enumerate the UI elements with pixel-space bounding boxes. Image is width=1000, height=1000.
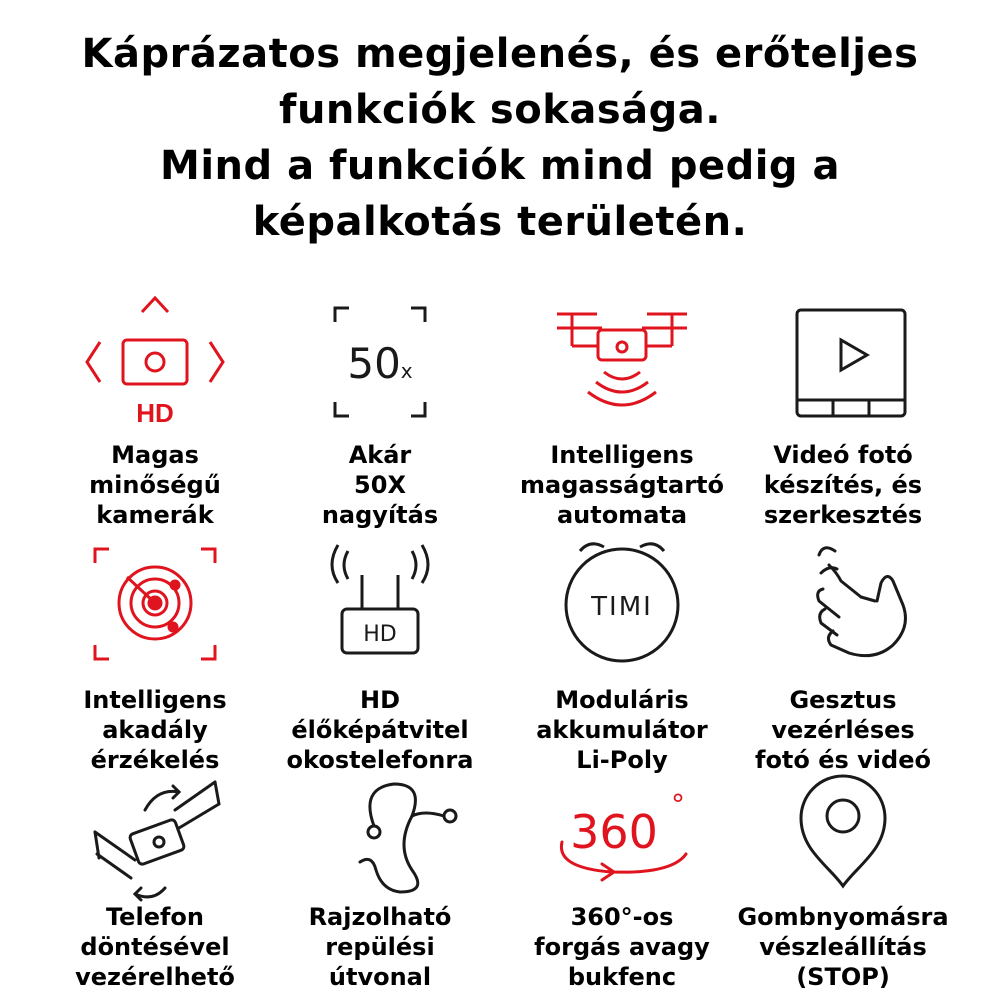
label-line: döntésével xyxy=(80,933,230,961)
video-player-icon xyxy=(718,290,968,430)
label-line: vészleállítás xyxy=(759,933,927,961)
label-line: Telefon xyxy=(106,903,204,931)
label-line: magasságtartó xyxy=(520,471,724,499)
label-line: 360°-os xyxy=(570,903,674,931)
location-pin-icon xyxy=(718,770,968,910)
label-line: okostelefonra xyxy=(286,746,474,774)
headline-line-1: Káprázatos megjelenés, és erőteljes xyxy=(81,31,919,77)
rotation-360-text: 360 xyxy=(570,805,658,859)
label-line: vezérléses xyxy=(771,716,915,744)
headline-line-4: képalkotás területén. xyxy=(252,199,748,245)
feature-label xyxy=(708,685,978,775)
label-line: Intelligens xyxy=(550,441,694,469)
zoom-text: 50x xyxy=(347,339,413,388)
label-line: Magas xyxy=(111,441,199,469)
label-line: Akár xyxy=(348,441,412,469)
label-line: fotó és videó xyxy=(755,746,931,774)
label-line: akkumulátor xyxy=(536,716,708,744)
label-line: vezérelhető xyxy=(75,963,235,991)
hd-transmitter-icon xyxy=(255,535,505,675)
label-line: Moduláris xyxy=(555,686,689,714)
zoom-50x-icon xyxy=(255,290,505,430)
feature-label xyxy=(245,685,515,775)
label-line: Intelligens xyxy=(83,686,227,714)
label-line: Videó fotó xyxy=(773,441,913,469)
obstacle-radar-icon xyxy=(30,535,280,675)
timi-battery-icon xyxy=(497,535,747,675)
label-line: Rajzolható xyxy=(308,903,452,931)
feature-label xyxy=(245,902,515,992)
headline-line-2: funkciók sokasága. xyxy=(279,87,721,133)
label-line: (STOP) xyxy=(796,963,890,991)
label-line: 50X xyxy=(354,471,406,499)
label-line: nagyítás xyxy=(321,501,439,529)
label-line: Gombnyomásra xyxy=(737,903,949,931)
label-line: érzékelés xyxy=(90,746,220,774)
flight-path-icon xyxy=(255,770,505,910)
label-line: Gesztus xyxy=(789,686,897,714)
altitude-hold-drone-icon xyxy=(497,290,747,430)
label-line: kamerák xyxy=(96,501,214,529)
label-line: bukfenc xyxy=(567,963,677,991)
label-line: akadály xyxy=(102,716,208,744)
feature-label xyxy=(708,440,978,530)
label-line: Li-Poly xyxy=(576,746,668,774)
rotation-360-icon xyxy=(497,770,747,910)
headline-line-3: Mind a funkciók mind pedig a xyxy=(160,143,840,189)
label-line: élőképátvitel xyxy=(291,716,469,744)
label-line: repülési xyxy=(325,933,435,961)
timi-text: TIMI xyxy=(591,592,653,622)
headline xyxy=(0,26,1000,250)
hd-camera-icon xyxy=(30,290,280,430)
label-line: készítés, és xyxy=(763,471,923,499)
tilt-control-drone-icon xyxy=(30,770,280,910)
feature-label xyxy=(245,440,515,530)
degree-sign: ° xyxy=(671,788,685,821)
label-line: HD xyxy=(359,686,400,714)
label-line: minőségű xyxy=(89,471,221,499)
hd-device-text: HD xyxy=(363,622,397,647)
label-line: szerkesztés xyxy=(763,501,923,529)
label-line: útvonal xyxy=(328,963,432,991)
hd-badge-text: HD xyxy=(136,398,174,428)
feature-label xyxy=(708,902,978,992)
label-line: forgás avagy xyxy=(534,933,710,961)
gesture-hand-icon xyxy=(718,535,968,675)
label-line: automata xyxy=(556,501,688,529)
